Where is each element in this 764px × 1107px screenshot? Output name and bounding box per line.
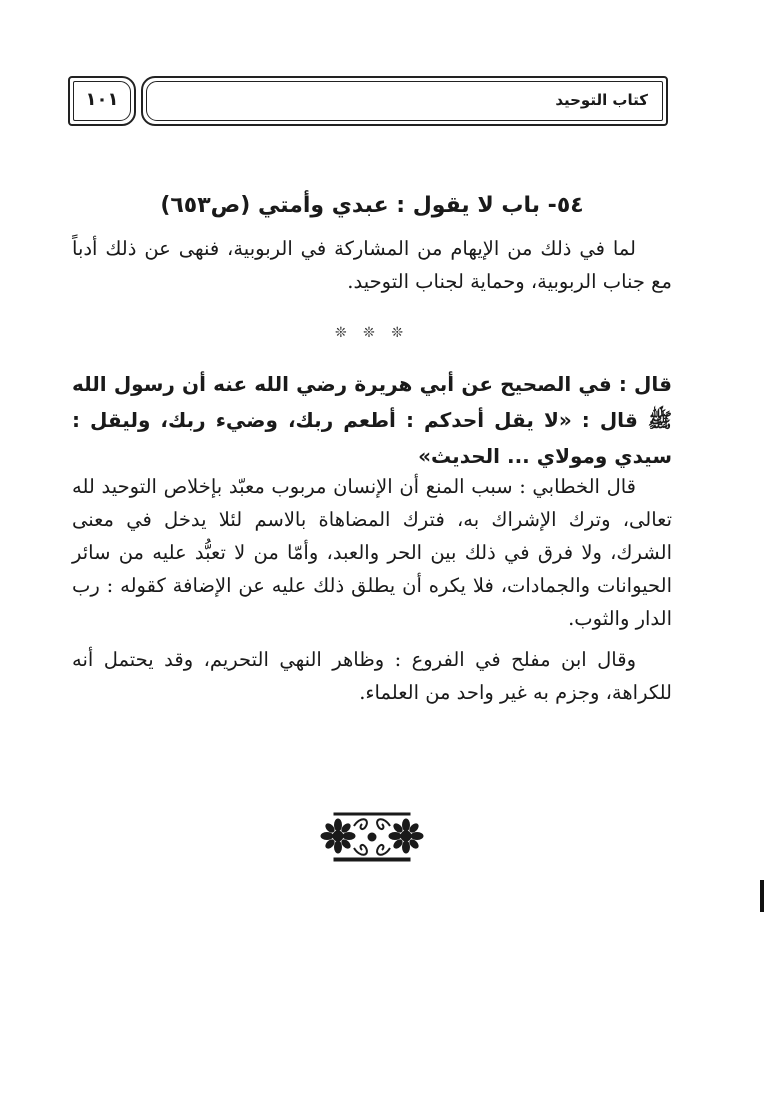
hadith-paragraph: قال : في الصحيح عن أبي هريرة رضي الله عنه أن رسول الله ﷺ قال : «لا يقل أحدكم : أطعم ربك، وضيء ربك، وليقل : سيدي ومولاي ... الحديث»: [72, 372, 672, 468]
commentary-section: [72, 470, 672, 709]
page-number-frame: [68, 76, 136, 126]
page-edge-mark: [760, 880, 764, 912]
page-number: ١٠١: [85, 89, 119, 110]
floral-ornament-icon: [320, 812, 424, 864]
book-title: كتاب التوحيد: [555, 91, 648, 109]
commentary-paragraph-1: قال الخطابي : سبب المنع أن الإنسان مربوب معبّد بإخلاص التوحيد لله تعالى، وترك الإشراك به، فترك المضاهاة بالاسم لئلا يدخل في معنى الشرك، ولا فرق في ذلك بين الحر والعبد، وأمّا من لا تعبُّد عليه من سائر الحيوانات والجمادات، فلا يكره أن يطلق ذلك عليه عن الإضافة كقوله : رب الدار والثوب.: [72, 475, 672, 630]
page-header: [68, 76, 668, 126]
commentary-paragraph-2: وقال ابن مفلح في الفروع : وظاهر النهي التحريم، وقد يحتمل أنه للكراهة، وجزم به غير واحد من العلماء.: [72, 648, 672, 704]
header-title-frame: [141, 76, 668, 126]
chapter-title: ٥٤- باب لا يقول : عبدي وأمتي (ص٦٥٣): [160, 193, 584, 218]
section-separator: ❊ ❊ ❊: [334, 325, 410, 341]
hadith-section: [72, 366, 672, 474]
intro-section: [72, 232, 672, 298]
intro-paragraph: لما في ذلك من الإيهام من المشاركة في الربوبية، فنهى عن ذلك أدباً مع جناب الربوبية، وحماية لجناب التوحيد.: [72, 237, 672, 293]
